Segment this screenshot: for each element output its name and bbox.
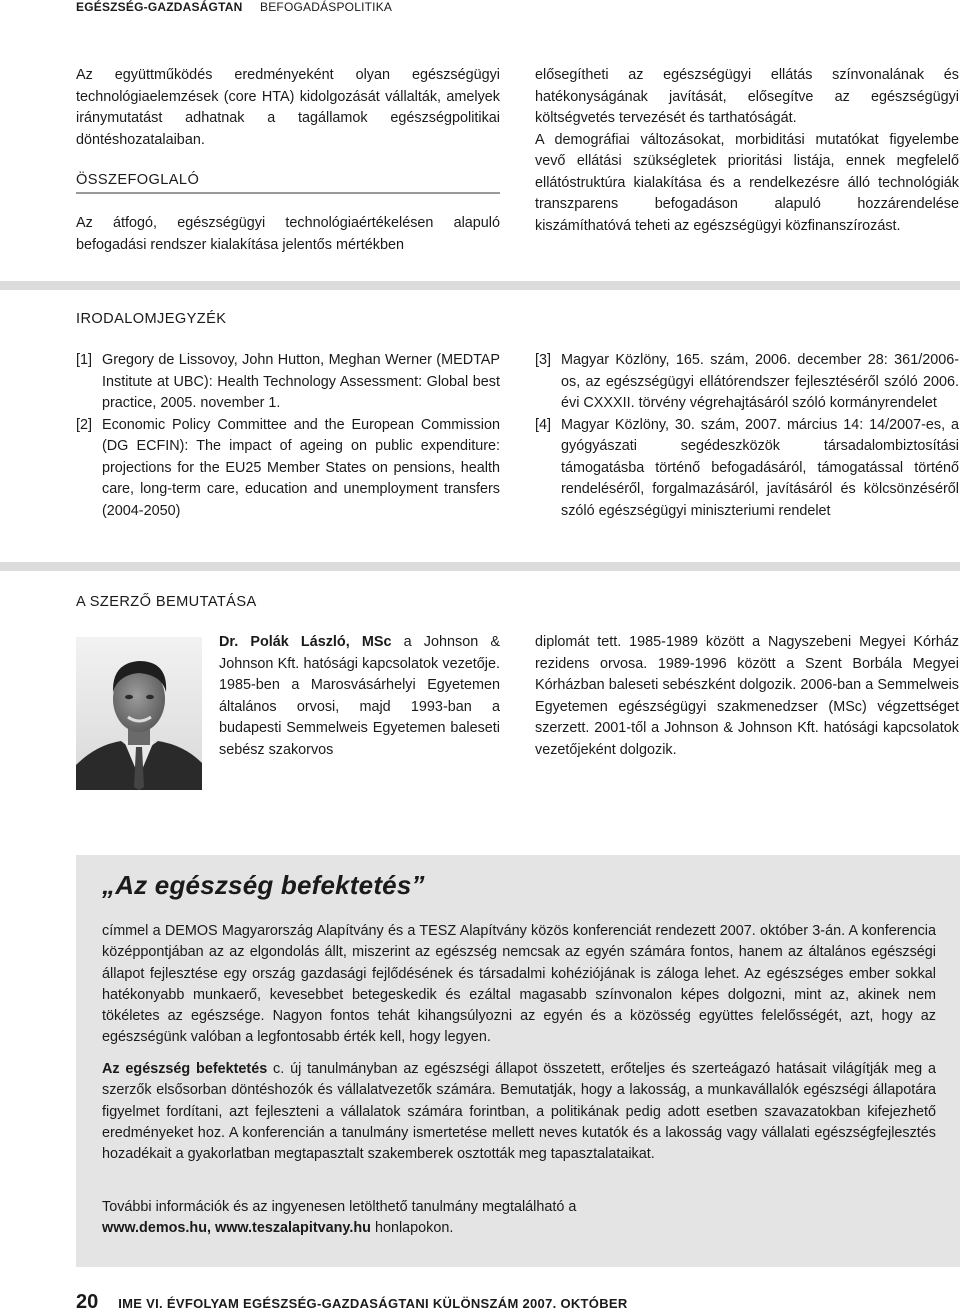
summary-paragraph-2: A demográfiai változásokat, morbiditási mutatókat figyelembe vevő ellátási szükségletek prioritási listája, ennek megfelelő ellátóstruktúra kialakítása és a rendelkezésre álló technológiák transzparens befogadáson alapuló hozzárendelése kiszámíthatóvá teheti az egészségügyi közfinanszírozást. bbox=[535, 131, 959, 234]
page-footer bbox=[76, 1292, 628, 1312]
reference-item: [4] Magyar Közlöny, 30. szám, 2007. március 14: 14/2007-es, a gyógyászati segédeszközök társadalombiztosítási támogatásba történő befogadásáról, támogatással történő rendeléséről, forgalmazásáról, javításáról és kölcsönzéséről szóló egészségügyi miniszteriumi rendelet bbox=[535, 416, 959, 519]
promo-study-title: Az egészség befektetés bbox=[102, 1061, 268, 1077]
intro-paragraph: Az együttműködés eredményeként olyan egészségügyi technológiaelemzések (core HTA) kidolgozását vállalták, amelyek iránymutatást adhatnak a tagállamok egészségpolitikai döntéshozatalaiban. bbox=[76, 67, 500, 148]
summary-paragraph-1: Az átfogó, egészségügyi technológiaértékelésen alapuló befogadási rendszer kialakítása jelentős mértékben bbox=[76, 215, 500, 253]
author-heading: A SZERZŐ BEMUTATÁSA bbox=[76, 594, 257, 610]
author-portrait bbox=[76, 637, 202, 790]
page-number: 20 bbox=[76, 1291, 99, 1312]
promo-links[interactable]: www.demos.hu, www.teszalapitvany.hu bbox=[102, 1220, 371, 1237]
summary-heading: ÖSSZEFOGLALÓ bbox=[76, 172, 200, 188]
header-section: EGÉSZSÉG-GAZDASÁGTAN bbox=[76, 0, 243, 14]
header-subsection: BEFOGADÁSPOLITIKA bbox=[260, 0, 393, 14]
reference-item: [3] Magyar Közlöny, 165. szám, 2006. december 28: 361/2006-os, az egészségügyi ellátórendszer fejlesztéséről szóló 2006. évi CXXXII. törvény végrehajtásáról szóló kormányrendelet bbox=[535, 352, 959, 411]
summary-paragraph-1-cont: elősegítheti az egészségügyi ellátás színvonalának és hatékonyságának javítását, elősegítve az egészségügyi költségvetés tervezését és tarthatóságát. bbox=[535, 67, 959, 126]
promo-paragraph-1: címmel a DEMOS Magyarország Alapítvány és a TESZ Alapítvány közös konferenciát rendezett 2007. október 3-án. A konferencia középpontjában az az elgondolás állt, miszerint az egészség nemcsak az egyén számára fontos, hanem az általános egészségi állapot fejlesztése egy ország gazdasági fejlődésének és társadalmi kohéziójának is záloga lehet. Az egészséges ember sokkal hatékonyabb munkaerő, kevesebbet betegeskedik és ezáltal magasabb színvonalon képes dolgozni, mint az, akinek nem tökéletes az egészsége. Nagyon fontos tehát kihangsúlyozni az egyén és a közösség együttes felelősségét, azt, hogy az egészségünk valóban a legfontosabb érték kell, hogy legyen. bbox=[102, 923, 936, 1046]
author-bio-right: diplomát tett. 1985-1989 között a Nagyszebeni Megyei Kórház rezidens orvosa. 1989-1996 között a Szent Borbála Megyei Kórházban baleseti sebészként dolgozik. 2006-ban a Semmelweis Egyetemen egészségügyi szakmenedzser (MSc) végzettséget szerzett. 2001-től a Johnson & Johnson Kft. hatósági kapcsolatok vezetőjeként dolgozik. bbox=[535, 634, 959, 758]
promo-title: „Az egészség befektetés” bbox=[102, 870, 425, 900]
reference-item: [2] Economic Policy Committee and the European Commission (DG ECFIN): The impact of ageing on public expenditure: projections for the EU25 Member States on pensions, health care, long-term care, education and unemployment transfers (2004-2050) bbox=[76, 416, 500, 519]
journal-line: IME VI. ÉVFOLYAM EGÉSZSÉG-GAZDASÁGTANI KÜLÖNSZÁM 2007. OKTÓBER bbox=[118, 1296, 628, 1311]
running-header bbox=[76, 0, 392, 14]
references-left bbox=[76, 350, 500, 522]
summary-divider bbox=[76, 192, 500, 194]
section-separator-1 bbox=[0, 281, 960, 290]
author-name: Dr. Polák László, MSc bbox=[219, 634, 392, 650]
section-separator-2 bbox=[0, 562, 960, 571]
promo-paragraph-3: További információk és az ingyenesen letölthető tanulmány megtalálható a www.demos.hu, www.teszalapitvany.hu honlapokon. bbox=[102, 1199, 577, 1237]
references-right bbox=[535, 350, 959, 522]
author-bio-part-1: a Johnson & Johnson Kft. hatósági kapcsolatok vezetője. 1985-ben a Marosvásárhelyi Egyetemen általános orvosi, majd 1993-ban a budapesti Semmelweis Egyetemen baleseti sebész szakorvos bbox=[219, 634, 500, 758]
reference-item: [1] Gregory de Lissovoy, John Hutton, Meghan Werner (MEDTAP Institute at UBC): Health Technology Assessment: Global best practice, 2005. november 1. bbox=[76, 352, 500, 411]
promo-paragraph-2: Az egészség befektetés c. új tanulmányban az egészségi állapot összetett, erőteljes és szerteágazó hatásait világítják meg a szerzők elsősorban döntéshozók és vállalatvezetők számára. Bemutatják, hogy a lakosság, a munkavállalók egészségi állapotára figyelmet fordítani, azt fejleszteni a vállalatok számára forintban, a politikának pedig adott esetben szavazatokban kifejezhető eredményeket hoz. A konferencián a tanulmány ismertetése mellett neves kutatók és a lakosság vagy vállalati egészségfejlesztés hozadékait a gyakorlatban megtapasztalt szakemberek osztották meg tapasztalataikat. bbox=[102, 1061, 936, 1163]
summary-right-column bbox=[535, 65, 959, 237]
author-bio-left bbox=[219, 632, 500, 761]
references-heading: IRODALOMJEGYZÉK bbox=[76, 311, 227, 327]
portrait-image bbox=[76, 637, 202, 790]
